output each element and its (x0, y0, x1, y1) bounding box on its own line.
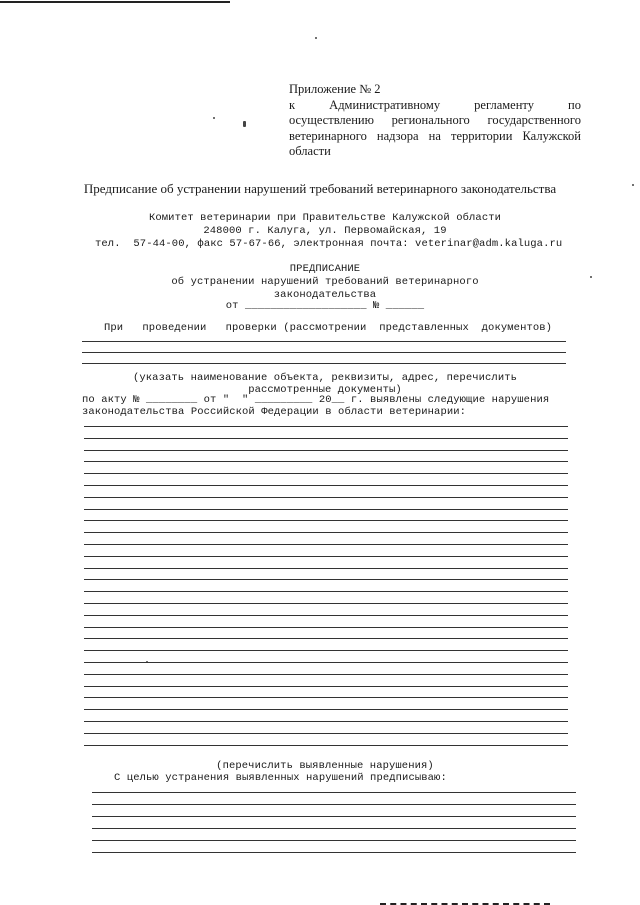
blank-line (84, 497, 568, 498)
blank-line (84, 745, 568, 746)
blank-line (84, 638, 568, 639)
blank-line (84, 603, 568, 604)
inspection-line: При проведении проверки (рассмотрении представленных документов) (104, 322, 553, 334)
blank-line (84, 461, 568, 462)
blank-line (84, 450, 568, 451)
document-subheading: законодательства (273, 289, 377, 301)
page-title: Предписание об устранении нарушений требований ветеринарного законодательства (83, 181, 557, 196)
blank-line (84, 674, 568, 675)
blank-line (92, 840, 576, 841)
hint-object: рассмотренные документы) (248, 384, 402, 396)
blank-line (84, 662, 568, 663)
document-date-line: от ___________________ № ______ (225, 300, 425, 312)
blank-line (82, 352, 566, 353)
blank-line (84, 733, 568, 734)
prescribe-line: С целью устранения выявленных нарушений предписываю: (114, 772, 447, 784)
blank-line (84, 709, 568, 710)
blank-line (84, 697, 568, 698)
document-heading: ПРЕДПИСАНИЕ (289, 263, 361, 275)
scan-speck (213, 117, 215, 119)
scan-speck (243, 121, 246, 127)
blank-line (82, 341, 566, 342)
blank-line (92, 828, 576, 829)
appendix-text: области (289, 144, 331, 158)
blank-line (84, 426, 568, 427)
committee-address: 248000 г. Калуга, ул. Первомайская, 19 (203, 225, 447, 237)
blank-line (92, 816, 576, 817)
blank-line (84, 627, 568, 628)
appendix-text: осуществлению регионального государственного (289, 113, 581, 127)
blank-line (92, 792, 576, 793)
blank-line (82, 363, 566, 364)
blank-line (84, 686, 568, 687)
blank-line (84, 438, 568, 439)
committee-contacts: тел. 57-44-00, факс 57-67-66, электронная почта: veterinar@adm.kaluga.ru (95, 238, 563, 250)
blank-line (84, 520, 568, 521)
appendix-text: к Административному регламенту по (289, 97, 581, 112)
scan-artifact (0, 1, 230, 3)
appendix-text: ветеринарного надзора на территории Калужской (289, 128, 581, 143)
appendix-number: Приложение № 2 (289, 82, 381, 96)
blank-line (84, 556, 568, 557)
blank-line (84, 485, 568, 486)
blank-line (92, 804, 576, 805)
scan-speck (590, 276, 592, 278)
appendix-block (289, 82, 581, 160)
scan-speck (315, 37, 317, 39)
hint-object: (указать наименование объекта, реквизиты, адрес, перечислить (132, 372, 518, 384)
blank-line (92, 852, 576, 853)
blank-line (84, 615, 568, 616)
blank-line (84, 579, 568, 580)
hint-violations: (перечислить выявленные нарушения) (216, 760, 434, 772)
law-line: законодательства Российской Федерации в области ветеринарии: (82, 406, 467, 418)
blank-line (84, 509, 568, 510)
act-line: по акту № ________ от " " _________ 20__ г. выявлены следующие нарушения (82, 394, 550, 406)
committee-name: Комитет ветеринарии при Правительстве Калужской области (148, 212, 502, 224)
blank-line (84, 532, 568, 533)
blank-line (84, 591, 568, 592)
blank-line (84, 721, 568, 722)
blank-line (84, 650, 568, 651)
blank-line (84, 544, 568, 545)
blank-line (84, 473, 568, 474)
blank-line (84, 568, 568, 569)
document-subheading: об устранении нарушений требований ветеринарного (171, 276, 479, 288)
